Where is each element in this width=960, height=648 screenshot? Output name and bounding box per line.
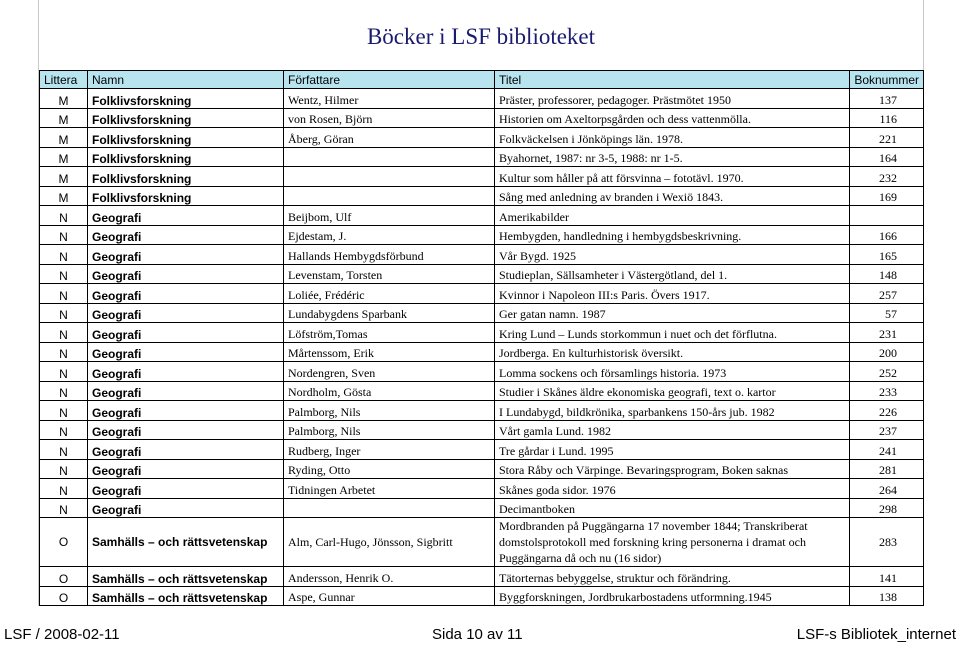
cell-littera: M: [40, 167, 88, 187]
cell-littera: M: [40, 108, 88, 128]
cell-boknummer: 233: [850, 381, 924, 401]
cell-littera: N: [40, 206, 88, 226]
table-row: [40, 401, 924, 421]
cell-forfattare: Löfström,Tomas: [284, 323, 495, 343]
cell-boknummer: 166: [850, 225, 924, 245]
col-header-littera: Littera: [40, 71, 88, 89]
cell-titel: Vårt gamla Lund. 1982: [495, 420, 850, 440]
table-row: [40, 264, 924, 284]
cell-namn: Samhälls – och rättsvetenskap: [88, 518, 284, 567]
cell-littera: N: [40, 498, 88, 518]
cell-namn: Folklivsforskning: [88, 128, 284, 148]
cell-forfattare: Lundabygdens Sparbank: [284, 303, 495, 323]
cell-titel: Kvinnor i Napoleon III:s Paris. Övers 1917.: [495, 284, 850, 304]
cell-littera: N: [40, 362, 88, 382]
table-row: [40, 245, 924, 265]
cell-forfattare: Nordengren, Sven: [284, 362, 495, 382]
table-row: [40, 362, 924, 382]
cell-titel: Studier i Skånes äldre ekonomiska geografi, text o. kartor: [495, 381, 850, 401]
cell-forfattare: von Rosen, Björn: [284, 108, 495, 128]
cell-namn: Geografi: [88, 284, 284, 304]
cell-forfattare: [284, 147, 495, 167]
cell-namn: Geografi: [88, 498, 284, 518]
cell-boknummer: 283: [850, 518, 924, 567]
cell-namn: Geografi: [88, 381, 284, 401]
table-row: [40, 479, 924, 499]
cell-forfattare: Alm, Carl-Hugo, Jönsson, Sigbritt: [284, 518, 495, 567]
cell-boknummer: 226: [850, 401, 924, 421]
cell-forfattare: [284, 167, 495, 187]
spreadsheet-page: [38, 0, 924, 606]
table-row: [40, 128, 924, 148]
cell-titel: Präster, professorer, pedagoger. Prästmötet 1950: [495, 89, 850, 109]
cell-littera: N: [40, 381, 88, 401]
cell-forfattare: Palmborg, Nils: [284, 420, 495, 440]
cell-namn: Folklivsforskning: [88, 147, 284, 167]
cell-titel: Tätorternas bebyggelse, struktur och förändring.: [495, 567, 850, 587]
cell-forfattare: Aspe, Gunnar: [284, 586, 495, 606]
table-row: [40, 567, 924, 587]
cell-namn: Geografi: [88, 440, 284, 460]
cell-titel: Stora Råby och Värpinge. Bevaringsprogram, Boken saknas: [495, 459, 850, 479]
table-row: [40, 186, 924, 206]
table-row: [40, 303, 924, 323]
cell-titel: Vår Bygd. 1925: [495, 245, 850, 265]
footer-left: LSF / 2008-02-11: [4, 626, 120, 643]
cell-boknummer: 164: [850, 147, 924, 167]
cell-titel: Tre gårdar i Lund. 1995: [495, 440, 850, 460]
cell-forfattare: Wentz, Hilmer: [284, 89, 495, 109]
cell-littera: O: [40, 586, 88, 606]
cell-forfattare: [284, 498, 495, 518]
cell-titel: Ger gatan namn. 1987: [495, 303, 850, 323]
cell-titel: Amerikabilder: [495, 206, 850, 226]
cell-namn: Geografi: [88, 401, 284, 421]
cell-namn: Geografi: [88, 459, 284, 479]
cell-littera: N: [40, 459, 88, 479]
cell-titel: Folkväckelsen i Jönköpings län. 1978.: [495, 128, 850, 148]
table-row: [40, 440, 924, 460]
cell-boknummer: 57: [850, 303, 924, 323]
cell-forfattare: Nordholm, Gösta: [284, 381, 495, 401]
cell-littera: M: [40, 147, 88, 167]
cell-littera: N: [40, 479, 88, 499]
cell-namn: Folklivsforskning: [88, 89, 284, 109]
cell-littera: M: [40, 89, 88, 109]
cell-boknummer: 221: [850, 128, 924, 148]
cell-littera: N: [40, 264, 88, 284]
cell-littera: N: [40, 284, 88, 304]
cell-forfattare: [284, 186, 495, 206]
cell-boknummer: 264: [850, 479, 924, 499]
cell-namn: Geografi: [88, 303, 284, 323]
cell-titel: Kultur som håller på att försvinna – fototävl. 1970.: [495, 167, 850, 187]
cell-namn: Geografi: [88, 225, 284, 245]
cell-forfattare: Loliée, Frédéric: [284, 284, 495, 304]
cell-forfattare: Levenstam, Torsten: [284, 264, 495, 284]
page-title: Böcker i LSF biblioteket: [366, 24, 596, 49]
footer-right: LSF-s Bibliotek_internet: [796, 626, 956, 643]
cell-boknummer: 116: [850, 108, 924, 128]
table-row: [40, 167, 924, 187]
cell-boknummer: 231: [850, 323, 924, 343]
cell-littera: N: [40, 401, 88, 421]
table-row: [40, 108, 924, 128]
cell-boknummer: 137: [850, 89, 924, 109]
cell-titel: Sång med anledning av branden i Wexiö 1843.: [495, 186, 850, 206]
cell-boknummer: 281: [850, 459, 924, 479]
cell-boknummer: 241: [850, 440, 924, 460]
cell-forfattare: Ryding, Otto: [284, 459, 495, 479]
table-row: [40, 459, 924, 479]
cell-littera: M: [40, 186, 88, 206]
cell-titel: Lomma sockens och församlings historia. 1973: [495, 362, 850, 382]
table-row: [40, 147, 924, 167]
cell-titel: Studieplan, Sällsamheter i Västergötland, del 1.: [495, 264, 850, 284]
table-row: [40, 323, 924, 343]
cell-namn: Samhälls – och rättsvetenskap: [88, 586, 284, 606]
cell-littera: N: [40, 342, 88, 362]
table-row: [40, 518, 924, 567]
cell-titel: Mordbranden på Puggängarna 17 november 1844; Transkriberat domstolsprotokoll med forskning kring personerna i dramat och Puggängarna då och nu (16 sidor): [495, 518, 850, 567]
cell-littera: N: [40, 440, 88, 460]
table-row: [40, 342, 924, 362]
cell-titel: Byahornet, 1987: nr 3-5, 1988: nr 1-5.: [495, 147, 850, 167]
cell-titel: Byggforskningen, Jordbrukarbostadens utformning.1945: [495, 586, 850, 606]
table-row: [40, 206, 924, 226]
cell-forfattare: Beijbom, Ulf: [284, 206, 495, 226]
cell-littera: N: [40, 420, 88, 440]
cell-namn: Geografi: [88, 323, 284, 343]
cell-boknummer: 257: [850, 284, 924, 304]
cell-littera: N: [40, 303, 88, 323]
cell-boknummer: 141: [850, 567, 924, 587]
cell-namn: Folklivsforskning: [88, 186, 284, 206]
table-row: [40, 498, 924, 518]
cell-boknummer: 165: [850, 245, 924, 265]
cell-forfattare: Rudberg, Inger: [284, 440, 495, 460]
cell-namn: Folklivsforskning: [88, 167, 284, 187]
col-header-titel: Titel: [495, 71, 850, 89]
cell-littera: M: [40, 128, 88, 148]
col-header-namn: Namn: [88, 71, 284, 89]
cell-boknummer: 200: [850, 342, 924, 362]
cell-namn: Samhälls – och rättsvetenskap: [88, 567, 284, 587]
cell-boknummer: 252: [850, 362, 924, 382]
cell-littera: O: [40, 518, 88, 567]
cell-forfattare: Hallands Hembygdsförbund: [284, 245, 495, 265]
cell-namn: Geografi: [88, 362, 284, 382]
footer-page-number: Sida 10 av 11: [432, 626, 523, 643]
cell-forfattare: Mårtenssom, Erik: [284, 342, 495, 362]
table-row: [40, 225, 924, 245]
cell-littera: N: [40, 245, 88, 265]
table-row: [40, 89, 924, 109]
col-header-boknummer: Boknummer: [850, 71, 924, 89]
cell-namn: Geografi: [88, 206, 284, 226]
cell-boknummer: 298: [850, 498, 924, 518]
cell-titel: Historien om Axeltorpsgården och dess vattenmölla.: [495, 108, 850, 128]
cell-titel: Jordberga. En kulturhistorisk översikt.: [495, 342, 850, 362]
cell-littera: O: [40, 567, 88, 587]
cell-boknummer: 237: [850, 420, 924, 440]
cell-titel: Kring Lund – Lunds storkommun i nuet och det förflutna.: [495, 323, 850, 343]
cell-boknummer: 169: [850, 186, 924, 206]
cell-titel: Hembygden, handledning i hembygdsbeskrivning.: [495, 225, 850, 245]
cell-littera: N: [40, 225, 88, 245]
cell-namn: Geografi: [88, 245, 284, 265]
cell-forfattare: Tidningen Arbetet: [284, 479, 495, 499]
cell-boknummer: 138: [850, 586, 924, 606]
table-header-row: [40, 71, 924, 89]
cell-namn: Geografi: [88, 479, 284, 499]
cell-namn: Folklivsforskning: [88, 108, 284, 128]
cell-titel: Skånes goda sidor. 1976: [495, 479, 850, 499]
table-row: [40, 420, 924, 440]
cell-boknummer: 148: [850, 264, 924, 284]
table-row: [40, 586, 924, 606]
cell-littera: N: [40, 323, 88, 343]
cell-forfattare: Åberg, Göran: [284, 128, 495, 148]
cell-forfattare: Palmborg, Nils: [284, 401, 495, 421]
cell-forfattare: Ejdestam, J.: [284, 225, 495, 245]
cell-titel: I Lundabygd, bildkrönika, sparbankens 150-års jub. 1982: [495, 401, 850, 421]
col-header-forfattare: Författare: [284, 71, 495, 89]
books-table: [39, 70, 924, 606]
table-row: [40, 381, 924, 401]
cell-namn: Geografi: [88, 264, 284, 284]
cell-boknummer: 232: [850, 167, 924, 187]
cell-titel: Decimantboken: [495, 498, 850, 518]
title-band: [39, 0, 923, 71]
cell-namn: Geografi: [88, 342, 284, 362]
cell-namn: Geografi: [88, 420, 284, 440]
table-row: [40, 284, 924, 304]
cell-boknummer: [850, 206, 924, 226]
cell-forfattare: Andersson, Henrik O.: [284, 567, 495, 587]
